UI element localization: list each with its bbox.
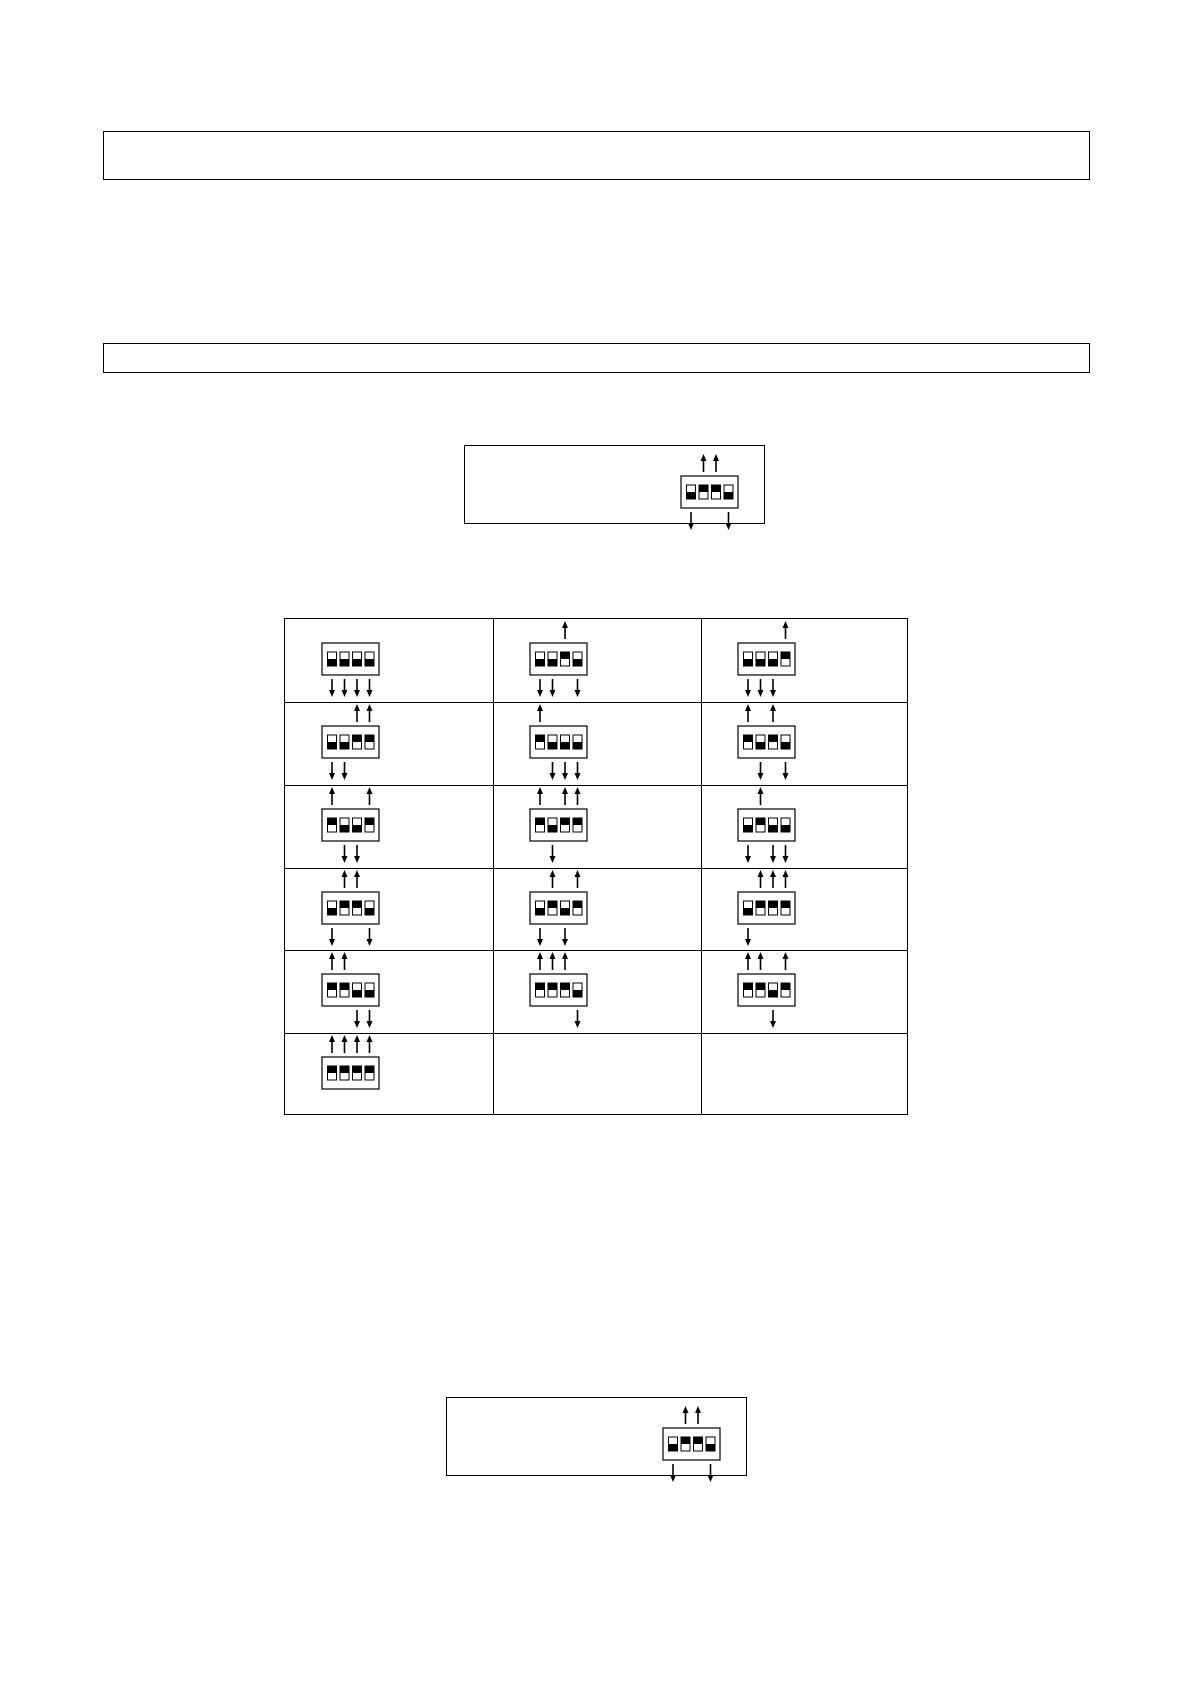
table-cell <box>493 950 701 1033</box>
arrow-down-icon <box>342 856 348 863</box>
dip-example-bottom <box>446 1397 747 1476</box>
dip-switch-icon <box>736 702 798 782</box>
arrow-down-icon <box>770 690 776 697</box>
dip-switch-icon <box>528 868 590 948</box>
arrow-down-icon <box>537 939 543 946</box>
arrow-up-icon <box>562 621 568 628</box>
table-cell <box>285 702 493 785</box>
arrow-up-icon <box>783 621 789 628</box>
arrow-down-icon <box>329 773 335 780</box>
table-cell <box>701 868 909 951</box>
arrow-up-icon <box>758 787 764 794</box>
arrow-down-icon <box>708 1475 714 1482</box>
arrow-up-icon <box>367 787 373 794</box>
arrow-up-icon <box>329 787 335 794</box>
arrow-up-icon <box>367 704 373 711</box>
arrow-down-icon <box>354 690 360 697</box>
dip-switch-icon <box>657 1404 727 1484</box>
arrow-down-icon <box>329 939 335 946</box>
dip-switch-icon <box>528 950 590 1030</box>
arrow-up-icon <box>342 870 348 877</box>
dip-switch-icon <box>736 785 798 865</box>
arrow-up-icon <box>550 870 556 877</box>
table-cell <box>493 868 701 951</box>
arrow-down-icon <box>367 690 373 697</box>
arrow-down-icon <box>550 773 556 780</box>
arrow-down-icon <box>550 856 556 863</box>
dip-switch-icon <box>528 619 590 699</box>
arrow-up-icon <box>537 704 543 711</box>
arrow-down-icon <box>758 773 764 780</box>
table-cell <box>701 702 909 785</box>
table-cell <box>285 619 493 702</box>
arrow-up-icon <box>329 1035 335 1042</box>
arrow-up-icon <box>745 952 751 959</box>
arrow-down-icon <box>670 1475 676 1482</box>
arrow-up-icon <box>758 952 764 959</box>
dip-switch-table <box>284 618 908 1115</box>
dip-switch-icon <box>320 702 382 782</box>
dip-switch-icon <box>320 868 382 948</box>
dip-switch-icon <box>320 619 382 699</box>
table-cell <box>701 950 909 1033</box>
arrow-down-icon <box>758 690 764 697</box>
dip-switch-icon <box>320 950 382 1030</box>
arrow-down-icon <box>562 939 568 946</box>
table-cell <box>285 868 493 951</box>
arrow-down-icon <box>342 773 348 780</box>
arrow-up-icon <box>354 870 360 877</box>
arrow-down-icon <box>562 773 568 780</box>
arrow-down-icon <box>575 773 581 780</box>
arrow-up-icon <box>562 787 568 794</box>
arrow-up-icon <box>770 704 776 711</box>
arrow-up-icon <box>367 1035 373 1042</box>
arrow-down-icon <box>688 523 694 530</box>
table-cell <box>493 702 701 785</box>
table-cell <box>285 1033 493 1116</box>
arrow-down-icon <box>745 856 751 863</box>
dip-switch-icon <box>320 1033 382 1113</box>
arrow-down-icon <box>726 523 732 530</box>
arrow-up-icon <box>783 952 789 959</box>
arrow-down-icon <box>329 690 335 697</box>
arrow-up-icon <box>342 952 348 959</box>
arrow-up-icon <box>537 952 543 959</box>
table-cell <box>285 950 493 1033</box>
arrow-down-icon <box>342 690 348 697</box>
arrow-up-icon <box>342 1035 348 1042</box>
arrow-down-icon <box>550 690 556 697</box>
arrow-down-icon <box>354 856 360 863</box>
dip-switch-icon <box>320 785 382 865</box>
arrow-up-icon <box>770 870 776 877</box>
arrow-down-icon <box>354 1021 360 1028</box>
section-bar <box>103 343 1090 373</box>
header-box <box>103 131 1090 180</box>
arrow-down-icon <box>367 1021 373 1028</box>
arrow-up-icon <box>695 1406 701 1413</box>
arrow-up-icon <box>354 704 360 711</box>
arrow-down-icon <box>770 856 776 863</box>
arrow-up-icon <box>550 952 556 959</box>
arrow-down-icon <box>783 856 789 863</box>
arrow-down-icon <box>575 1021 581 1028</box>
arrow-down-icon <box>745 690 751 697</box>
dip-switch-icon <box>736 950 798 1030</box>
arrow-down-icon <box>783 773 789 780</box>
arrow-up-icon <box>575 787 581 794</box>
dip-example-top <box>464 445 765 524</box>
dip-switch-icon <box>736 868 798 948</box>
arrow-up-icon <box>701 454 707 461</box>
arrow-down-icon <box>575 690 581 697</box>
arrow-up-icon <box>713 454 719 461</box>
table-cell <box>493 619 701 702</box>
arrow-up-icon <box>329 952 335 959</box>
arrow-up-icon <box>354 1035 360 1042</box>
arrow-down-icon <box>745 939 751 946</box>
arrow-up-icon <box>783 870 789 877</box>
arrow-up-icon <box>537 787 543 794</box>
arrow-up-icon <box>562 952 568 959</box>
dip-switch-icon <box>528 702 590 782</box>
arrow-down-icon <box>367 939 373 946</box>
table-cell <box>493 785 701 868</box>
arrow-up-icon <box>575 870 581 877</box>
table-cell <box>285 785 493 868</box>
table-cell <box>701 619 909 702</box>
arrow-up-icon <box>683 1406 689 1413</box>
dip-switch-icon <box>675 452 745 532</box>
table-cell <box>701 785 909 868</box>
arrow-down-icon <box>770 1021 776 1028</box>
arrow-up-icon <box>745 704 751 711</box>
dip-switch-icon <box>528 785 590 865</box>
arrow-up-icon <box>758 870 764 877</box>
dip-switch-icon <box>736 619 798 699</box>
arrow-down-icon <box>537 690 543 697</box>
